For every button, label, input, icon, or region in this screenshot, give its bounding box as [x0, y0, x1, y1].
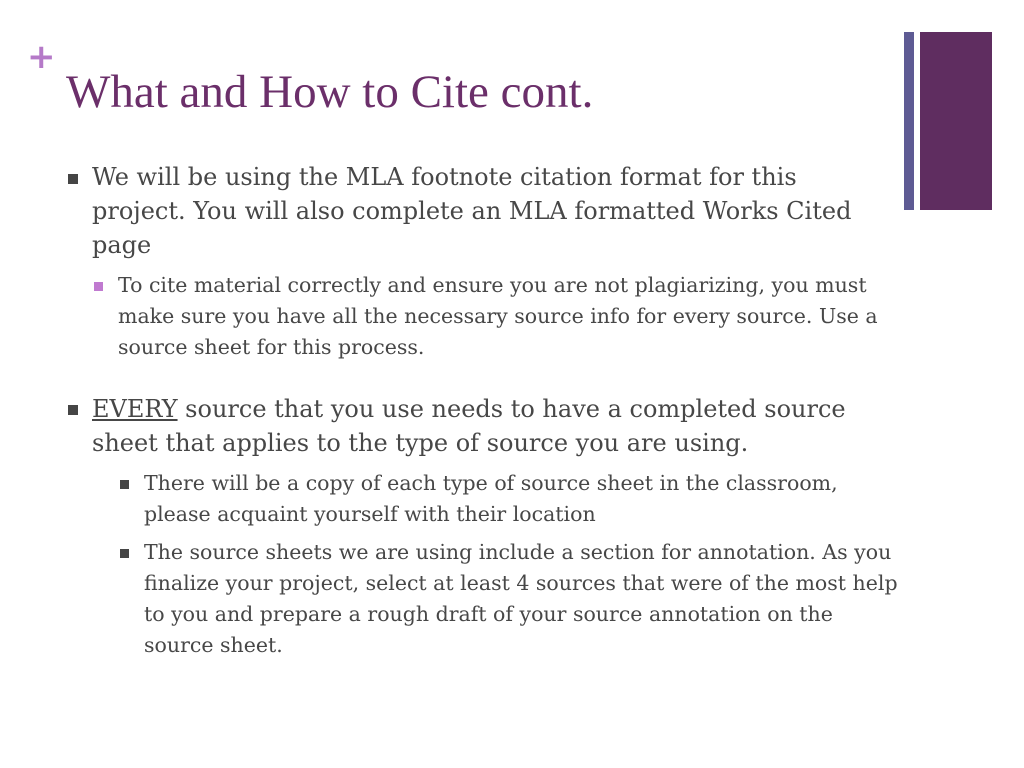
sub-bullet-square-icon: [120, 549, 129, 558]
bullet-2-sub-1: There will be a copy of each type of source sheet in the classroom, please acquaint yourself with their location: [144, 471, 838, 526]
bullet-1: We will be using the MLA footnote citation format for this project. You will also complete an MLA formatted Works Cited page: [92, 163, 852, 259]
bullet-square-icon: [68, 174, 78, 184]
decorative-bar-thin: [904, 32, 914, 210]
bullet-2-text: source that you use needs to have a completed source sheet that applies to the type of source you are using.: [92, 395, 846, 457]
bullet-2: [92, 392, 892, 460]
sub-bullet-square-icon: [120, 480, 129, 489]
bullet-square-icon: [68, 405, 78, 415]
plus-icon: +: [27, 37, 56, 77]
decorative-bar-thick: [920, 32, 992, 210]
bullet-2-sub-2: The source sheets we are using include a section for annotation. As you finalize your project, select at least 4 sources that were of the most help to you and prepare a rough draft of your source annotation on the source sheet.: [144, 540, 898, 657]
bullet-1-sub-1: To cite material correctly and ensure you are not plagiarizing, you must make sure you have all the necessary source info for every source. Use a source sheet for this process.: [118, 273, 878, 359]
bullet-2-emphasis: EVERY: [92, 395, 178, 423]
sub-bullet-square-icon: [94, 282, 103, 291]
slide-title: What and How to Cite cont.: [66, 66, 594, 118]
